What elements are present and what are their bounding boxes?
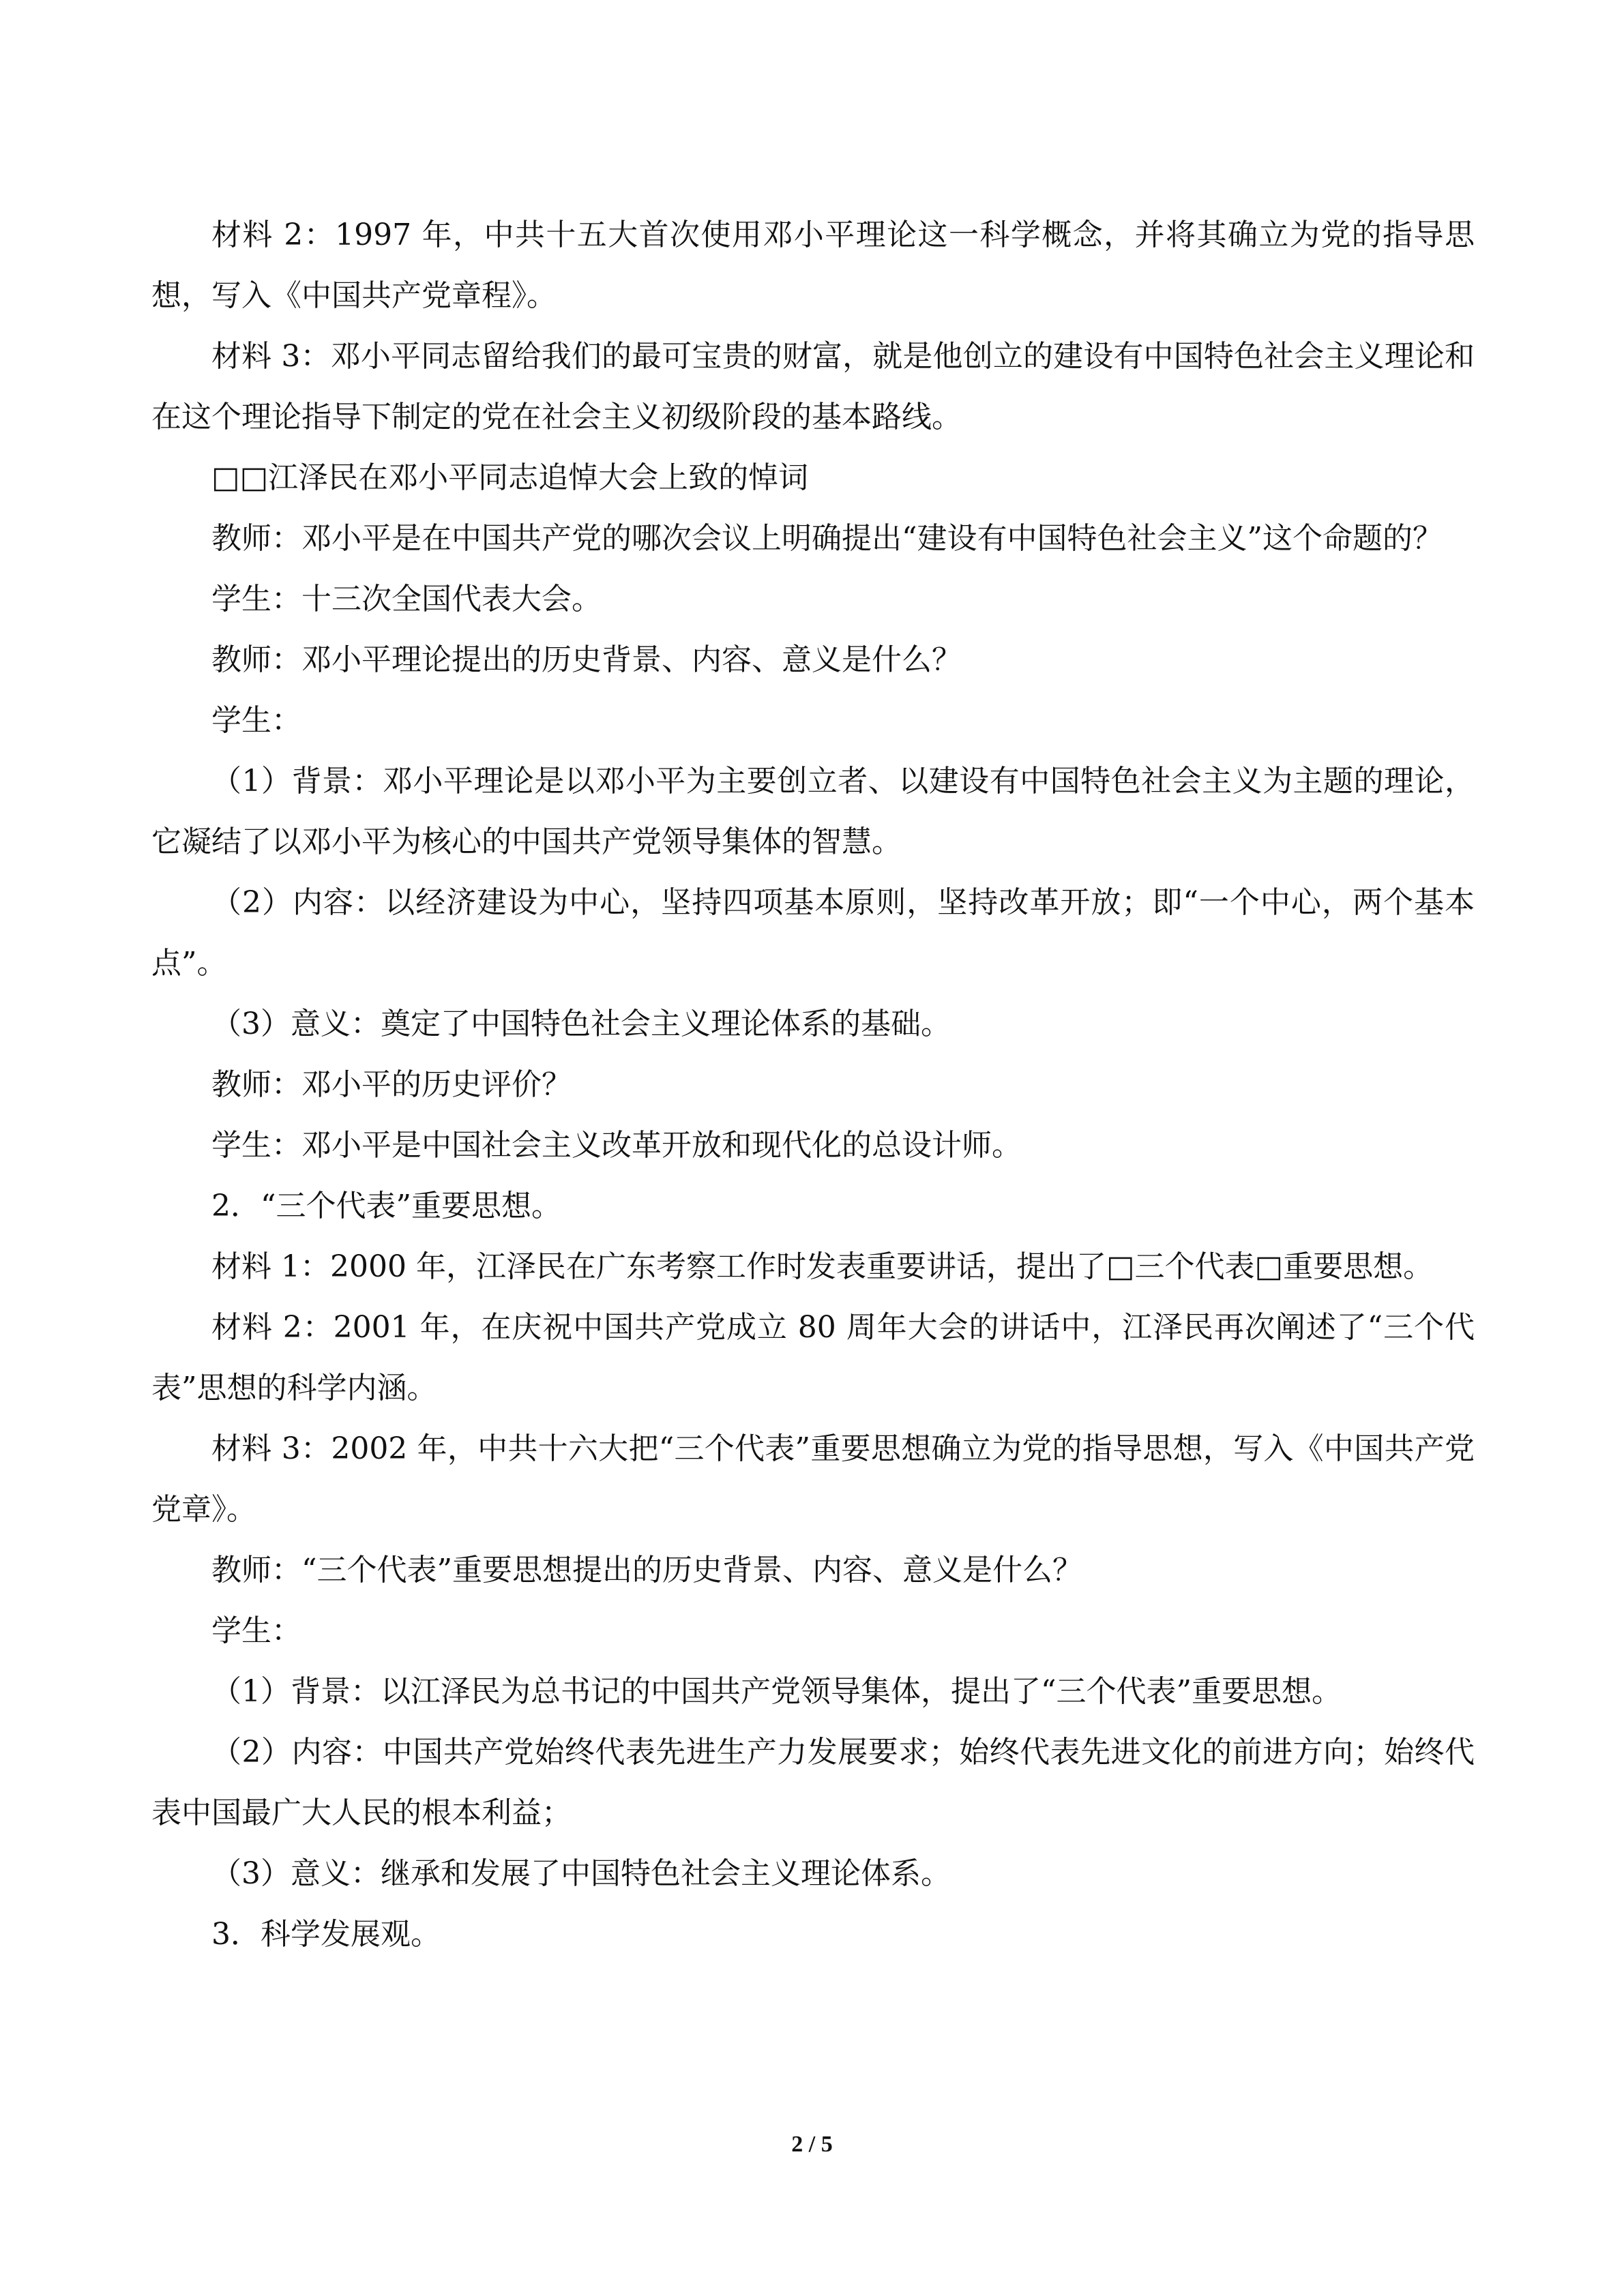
paragraph-material-2-1997: 材料 2：1997 年，中共十五大首次使用邓小平理论这一科学概念，并将其确立为党的指导思想，写入《中国共产党章程》。 xyxy=(151,218,1475,313)
paragraph-teacher-question-3: 教师：邓小平的历史评价？ xyxy=(211,1067,572,1102)
paragraph-material-2-2001: 材料 2：2001 年，在庆祝中国共产党成立 80 周年大会的讲话中，江泽民再次阐述了“三个代表”思想的科学内涵。 xyxy=(151,1310,1475,1405)
paragraph-background-1: （1）背景：邓小平理论是以邓小平为主要创立者、以建设有中国特色社会主义为主题的理论，它凝结了以邓小平为核心的中国共产党领导集体的智慧。 xyxy=(151,764,1475,859)
paragraph-material-3-quote: 材料 3：邓小平同志留给我们的最可宝贵的财富，就是他创立的建设有中国特色社会主义理论和在这个理论指导下制定的党在社会主义初级阶段的基本路线。 xyxy=(151,339,1475,434)
paragraph-student-answer-3: 学生：邓小平是中国社会主义改革开放和现代化的总设计师。 xyxy=(211,1128,1022,1163)
paragraph-teacher-question-4: 教师：“三个代表”重要思想提出的历史背景、内容、意义是什么？ xyxy=(211,1553,1082,1587)
section-heading-scientific-development: 3．科学发展观。 xyxy=(211,1917,441,1952)
paragraph-material-1-2000: 材料 1：2000 年，江泽民在广东考察工作时发表重要讲话，提出了□三个代表□重要思想。 xyxy=(211,1249,1434,1284)
paragraph-significance-2: （3）意义：继承和发展了中国特色社会主义理论体系。 xyxy=(211,1856,951,1891)
paragraph-content-2: （2）内容：中国共产党始终代表先进生产力发展要求；始终代表先进文化的前进方向；始终代表中国最广大人民的根本利益； xyxy=(151,1735,1475,1830)
paragraph-content-1: （2）内容：以经济建设为中心，坚持四项基本原则，坚持改革开放；即“一个中心，两个基本点”。 xyxy=(151,885,1475,981)
paragraph-quote-source: □□江泽民在邓小平同志追悼大会上致的悼词 xyxy=(211,460,809,495)
paragraph-student-answer-1: 学生：十三次全国代表大会。 xyxy=(211,582,602,616)
paragraph-student-label-1: 学生： xyxy=(211,703,301,738)
page-number: 2 / 5 xyxy=(791,2132,833,2157)
section-heading-three-represents: 2．“三个代表”重要思想。 xyxy=(211,1189,561,1223)
paragraph-teacher-question-2: 教师：邓小平理论提出的历史背景、内容、意义是什么？ xyxy=(211,642,962,677)
document-body xyxy=(151,205,1475,1965)
paragraph-background-2: （1）背景：以江泽民为总书记的中国共产党领导集体，提出了“三个代表”重要思想。 xyxy=(211,1674,1342,1709)
paragraph-student-label-2: 学生： xyxy=(211,1613,301,1648)
paragraph-material-3-2002: 材料 3：2002 年，中共十六大把“三个代表”重要思想确立为党的指导思想，写入《中国共产党党章》。 xyxy=(151,1431,1475,1527)
paragraph-teacher-question-1: 教师：邓小平是在中国共产党的哪次会议上明确提出“建设有中国特色社会主义”这个命题的？ xyxy=(211,521,1443,556)
paragraph-significance-1: （3）意义：奠定了中国特色社会主义理论体系的基础。 xyxy=(211,1007,951,1041)
